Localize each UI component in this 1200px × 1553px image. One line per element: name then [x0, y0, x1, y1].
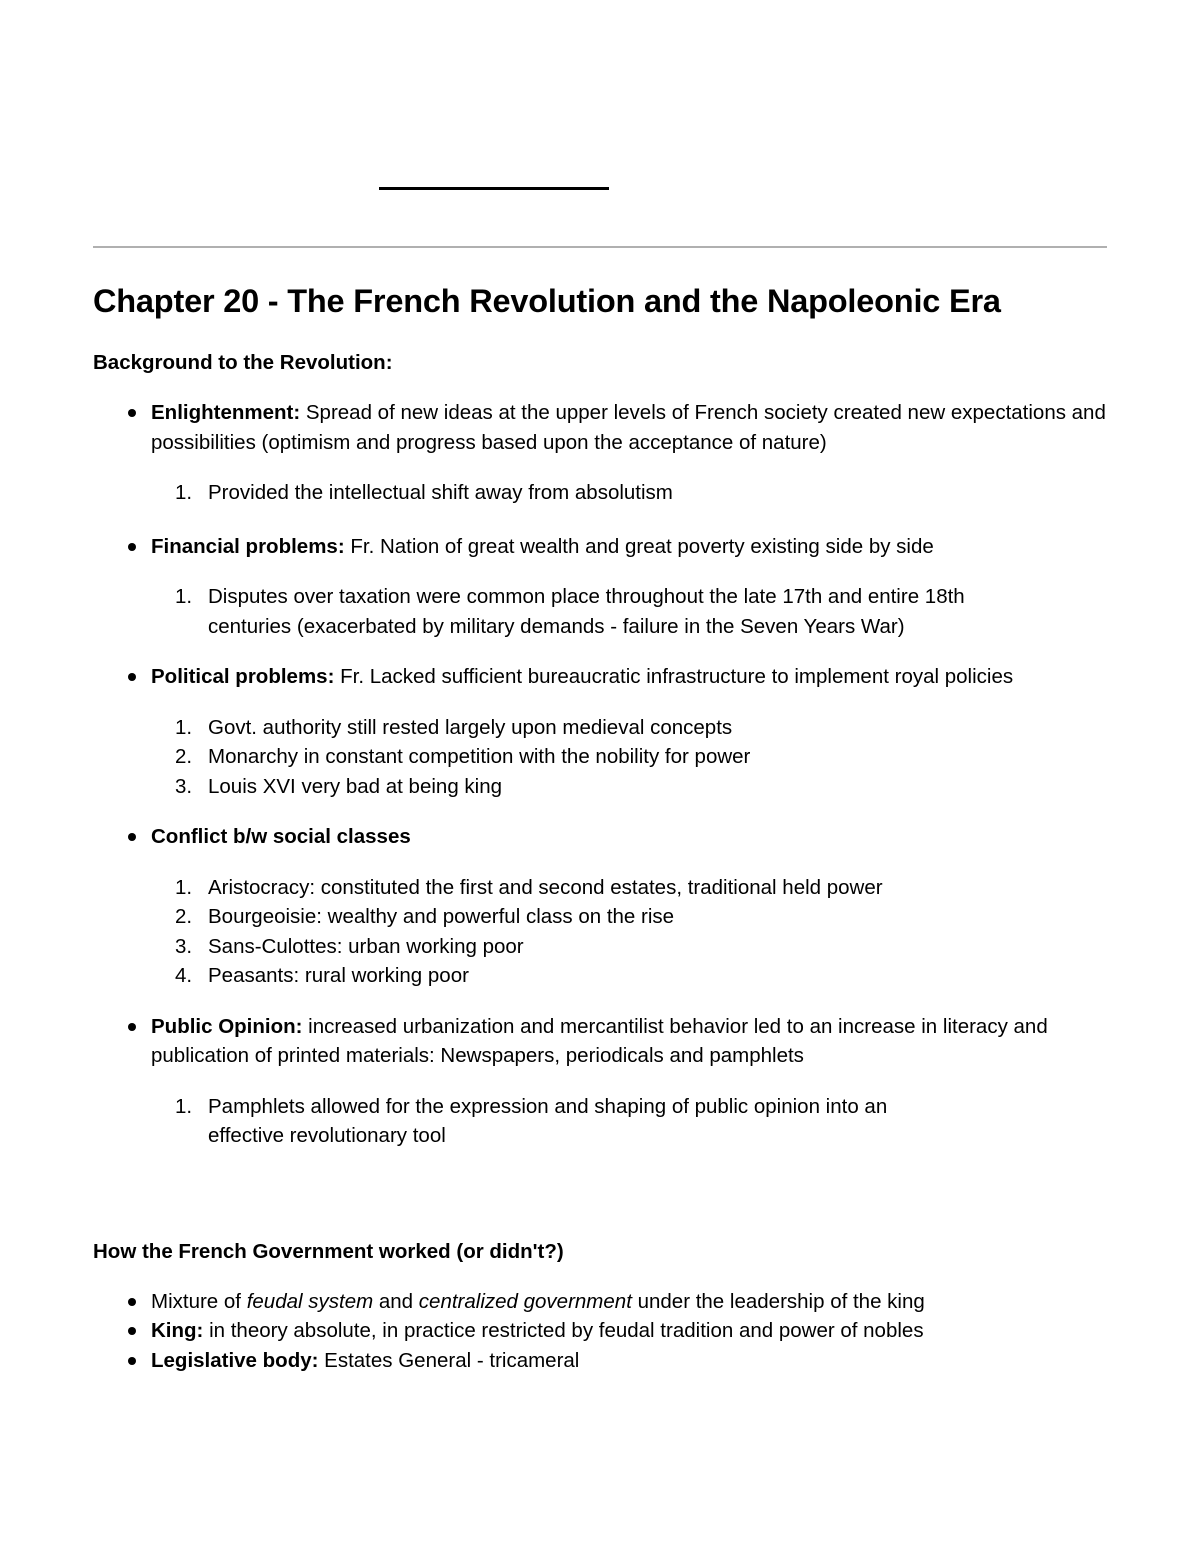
financial-sub-list [93, 582, 1107, 641]
sub-item-text: Peasants: rural working poor [208, 964, 469, 987]
bullet-mixture [93, 1287, 1107, 1317]
bullet-text: in theory absolute, in practice restricted by feudal tradition and power of nobles [203, 1319, 924, 1342]
item-number: 3. [175, 934, 193, 958]
item-number: 1. [175, 715, 193, 739]
sub-item [93, 582, 1107, 641]
bullet-label: Financial problems: [151, 534, 345, 558]
sub-item [93, 932, 1107, 962]
bullet-text: and [373, 1289, 419, 1313]
sub-item [93, 961, 1107, 991]
italic-term: feudal system [246, 1289, 374, 1313]
page-title: Chapter 20 - The French Revolution and the Napoleonic Era [93, 283, 1001, 319]
sub-item [93, 478, 1107, 508]
sub-item-text: Disputes over taxation were common place throughout the late 17th and entire 18th centuries (exacerbated by military demands - failure in the Seven Years War) [208, 585, 965, 638]
sub-item [93, 772, 1107, 802]
sub-item-text: Aristocracy: constituted the first and second estates, traditional held power [208, 875, 883, 899]
sub-item [93, 713, 1107, 743]
item-number: 1. [175, 875, 193, 899]
sub-item-text: Bourgeoisie: wealthy and powerful class on the rise [208, 905, 675, 928]
conflict-sub-list [93, 873, 1107, 991]
political-bullet-list [93, 662, 1107, 692]
top-underline-rule [379, 187, 609, 190]
public-opinion-bullet-list [93, 1012, 1107, 1071]
background-bullet-list [93, 398, 1107, 457]
sub-item-text: Monarchy in constant competition with the nobility for power [208, 745, 751, 768]
sub-item [93, 742, 1107, 772]
sub-item [93, 902, 1107, 932]
section-heading-background: Background to the Revolution: [93, 351, 393, 374]
bullet-conflict-social-classes [93, 822, 1107, 852]
bullet-label: Political problems: [151, 665, 335, 688]
item-number: 3. [175, 774, 193, 798]
bullet-text: under the leadership of the king [631, 1289, 925, 1313]
sub-item-text: Provided the intellectual shift away from absolutism [208, 481, 673, 504]
public-opinion-sub-list [93, 1092, 1107, 1151]
bullet-king [93, 1316, 1107, 1346]
bullet-enlightenment [93, 398, 1107, 457]
sub-item [93, 873, 1107, 903]
bullet-label: Enlightenment: [151, 401, 301, 424]
financial-bullet-list [93, 532, 1107, 562]
bullet-financial-problems [93, 532, 1107, 562]
bullet-public-opinion [93, 1012, 1107, 1071]
bullet-label: Conflict b/w social classes [151, 825, 411, 848]
item-number: 2. [175, 905, 193, 928]
sub-item-text: Pamphlets allowed for the expression and shaping of public opinion into an effective revolutionary tool [208, 1094, 888, 1147]
sub-item-text: Govt. authority still rested largely upon medieval concepts [208, 715, 733, 739]
item-number: 1. [175, 585, 193, 608]
item-number: 4. [175, 964, 193, 987]
bullet-text: Spread of new ideas at the upper levels of French society created new expectations and possibilities (optimism and progress based upon the acceptance of nature) [151, 401, 1106, 454]
bullet-text: Fr. Lacked sufficient bureaucratic infrastructure to implement royal policies [334, 665, 1014, 688]
bullet-political-problems [93, 662, 1107, 692]
sub-item-text: Louis XVI very bad at being king [208, 774, 503, 798]
enlightenment-sub-list [93, 478, 1107, 508]
political-sub-list [93, 713, 1107, 802]
bullet-label: King: [151, 1319, 204, 1342]
bullet-text: increased urbanization and mercantilist behavior led to an increase in literacy and publication of printed materials: Newspapers, periodicals and pamphlets [151, 1014, 1048, 1067]
item-number: 1. [175, 481, 193, 504]
bullet-label: Public Opinion: [151, 1014, 303, 1038]
bullet-text: Mixture of [151, 1289, 247, 1313]
bullet-text: Estates General - tricameral [318, 1348, 580, 1372]
sub-item [93, 1092, 1107, 1151]
government-bullet-list [93, 1287, 1107, 1376]
document-body [93, 280, 1107, 1375]
conflict-bullet-list [93, 822, 1107, 852]
italic-term: centralized government [418, 1289, 632, 1313]
item-number: 2. [175, 745, 193, 768]
section-heading-government: How the French Government worked (or didn't?) [93, 1239, 564, 1263]
bullet-text: Fr. Nation of great wealth and great poverty existing side by side [344, 534, 934, 558]
bullet-legislative-body [93, 1346, 1107, 1376]
item-number: 1. [175, 1094, 193, 1118]
horizontal-divider [93, 246, 1107, 248]
sub-item-text: Sans-Culottes: urban working poor [208, 934, 524, 958]
bullet-label: Legislative body: [151, 1348, 319, 1372]
